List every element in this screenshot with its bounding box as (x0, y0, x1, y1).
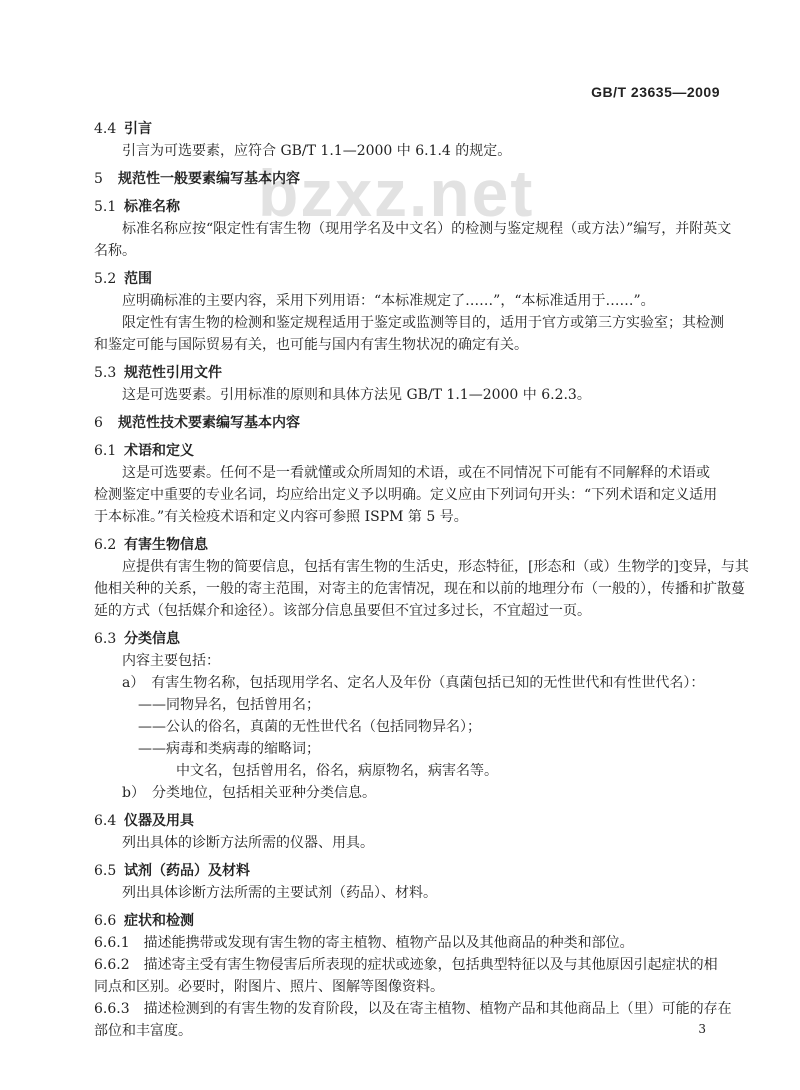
paragraph-line: 标准名称应按“限定性有害生物（现用学名及中文名）的检测与鉴定规程（或方法）”编写，并附英文 (122, 221, 732, 237)
dash-item: ——公认的俗名，真菌的无性世代名（包括同物异名）； (138, 719, 481, 735)
section-heading: 6.4 仪器及用具 (94, 813, 194, 829)
section-heading: 5.3 规范性引用文件 (94, 365, 222, 381)
paragraph-line: 列出具体诊断方法所需的主要试剂（药品）、材料。 (122, 885, 437, 901)
paragraph-line: 部位和丰富度。 (94, 1023, 192, 1039)
section-heading: 6.1 术语和定义 (94, 443, 194, 459)
paragraph-line: 他相关种的关系，一般的寄主范围，对寄主的危害情况，现在和以前的地理分布（一般的），传播和扩散蔓 (94, 581, 745, 597)
paragraph-line: 应明确标准的主要内容，采用下列用语：“本标准规定了……”，“本标准适用于……”。 (122, 293, 655, 309)
section-heading: 6 规范性技术要素编写基本内容 (94, 415, 300, 431)
paragraph-line: 引言为可选要素，应符合 GB/T 1.1—2000 中 6.1.4 的规定。 (122, 143, 512, 159)
paragraph-line: 6.6.2 描述寄主受有害生物侵害后所表现的症状或迹象，包括典型特征以及与其他原因引起症状的相 (94, 957, 718, 973)
list-item: a） 有害生物名称，包括现用学名、定名人及年份（真菌包括已知的无性世代和有性世代名）： (122, 675, 705, 691)
dash-item: ——病毒和类病毒的缩略词； (138, 741, 320, 757)
standard-code-header: GB/T 23635—2009 (591, 84, 720, 100)
document-body (94, 112, 749, 1042)
page-number: 3 (698, 1022, 706, 1036)
paragraph-line: 检测鉴定中重要的专业名词，均应给出定义予以明确。定义应由下列词句开头：“下列术语和定义适用 (94, 487, 718, 503)
paragraph-line: 6.6.3 描述检测到的有害生物的发育阶段，以及在寄主植物、植物产品和其他商品上（里）可能的存在 (94, 1001, 732, 1017)
paragraph-line: 6.6.1 描述能携带或发现有害生物的寄主植物、植物产品以及其他商品的种类和部位。 (94, 935, 634, 951)
section-heading: 5.2 范围 (94, 271, 152, 287)
paragraph-line: 名称。 (94, 243, 136, 259)
paragraph-line: 同点和区别。必要时，附图片、照片、图解等图像资料。 (94, 979, 444, 995)
paragraph-line: 列出具体的诊断方法所需的仪器、用具。 (122, 835, 374, 851)
paragraph-line: 延的方式（包括媒介和途径）。该部分信息虽要但不宜过多过长，不宜超过一页。 (94, 603, 591, 619)
section-heading: 5.1 标准名称 (94, 199, 180, 215)
paragraph-line: 这是可选要素。引用标准的原则和具体方法见 GB/T 1.1—2000 中 6.2.3。 (122, 387, 591, 403)
section-heading: 6.6 症状和检测 (94, 913, 194, 929)
list-item: b） 分类地位，包括相关亚种分类信息。 (122, 785, 376, 801)
section-heading: 4.4 引言 (94, 121, 152, 137)
paragraph-line: 和鉴定可能与国际贸易有关，也可能与国内有害生物状况的确定有关。 (94, 337, 528, 353)
watermark: bzxz.net (258, 156, 535, 230)
paragraph-line: 内容主要包括： (122, 653, 220, 669)
section-heading: 6.3 分类信息 (94, 631, 180, 647)
paragraph-line: 这是可选要素。任何不是一看就懂或众所周知的术语，或在不同情况下可能有不同解释的术语或 (122, 465, 710, 481)
paragraph-line: 应提供有害生物的简要信息，包括有害生物的生活史，形态特征，[形态和（或）生物学的]变异，与其 (122, 559, 749, 575)
section-heading: 5 规范性一般要素编写基本内容 (94, 171, 300, 187)
paragraph-line: 于本标准。”有关检疫术语和定义内容可参照 ISPM 第 5 号。 (94, 509, 468, 525)
dash-item: ——同物异名，包括曾用名； (138, 697, 320, 713)
section-heading: 6.5 试剂（药品）及材料 (94, 863, 250, 879)
paragraph-line: 中文名，包括曾用名，俗名，病原物名，病害名等。 (176, 763, 498, 779)
section-heading: 6.2 有害生物信息 (94, 537, 208, 553)
paragraph-line: 限定性有害生物的检测和鉴定规程适用于鉴定或监测等目的，适用于官方或第三方实验室；其检测 (122, 315, 724, 331)
